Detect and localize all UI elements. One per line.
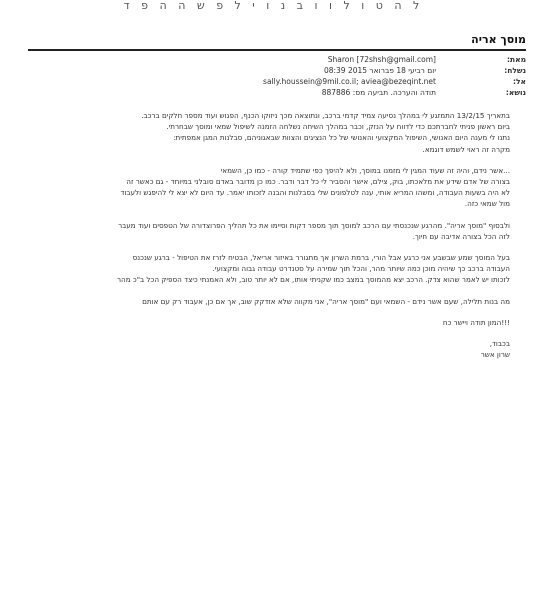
title-bar: [28, 33, 526, 51]
body-line: העבודה ברכב כך שיהיה מוכן כמה שיותר מהר, והכל תוך שמירה על סטנדרט עבודה גבוה ומקצועי.: [212, 264, 510, 274]
body-line: מקרה זה ראוי לשמש דוגמא.: [422, 144, 510, 154]
paragraph-3: [40, 220, 510, 242]
body-line: מה בנות תלילה, שעם אשר נידם - השמאי ועם "מוסך אריה", אני מקווה שלא אזדקק שוב, אך אם כן, אעבוד רק עם אותם: [142, 296, 510, 306]
body-line: בצורה של אדם שידע את מלאכתו, בוק, צילם, אישר והסביר לי כל דבר ודבר. כמו כן מדובר באדם סובלני במיוחד - גם כאשר זה: [126, 177, 510, 187]
from-value: Sharon [72shsh@gmail.com]: [327, 55, 436, 64]
subject-row: [28, 88, 526, 99]
sent-value: יום רביעי 18 פברואר 2015 08:39: [323, 66, 436, 75]
body-line: לזכותו יש לאמר שהוא צדק. הרכב יצא מהמוסך במצב כמו שקניתי אותו, אם לא יותר טוב, ולא האמנתי כיצד הספיק הכל ב"כ מהר: [116, 275, 510, 285]
paragraph-1: [40, 110, 510, 155]
to-label: אל:: [513, 77, 526, 86]
faded-header-strip: ל ה ט ו ל ו ו ב נ ו י ל פ ש ה ה פ ד: [123, 0, 424, 12]
sent-label: נשלח:: [504, 66, 526, 75]
to-row: [28, 77, 526, 88]
body-line: בתאריך 13/2/15 התמזגע לי במהלך נסיעה צמיד קדמי ברכב, ונתוצאה מכך ניזוקו הכנף, הפגוש ועוד מספר חלקים ברכב.: [141, 111, 510, 120]
body-line: ...אשר נידם, והיה זה שעוד המגין לי מזמנו במוסך, ולא להיפך כפי שתמיד קורה - כמו כן, השמאי: [220, 165, 510, 175]
body-line: לא היה בשעות העבודה, ומשהו המריא אותי, ענה לטלפונים שלי בסבלנות והבנה לזכותו יאמר. עד היום לא יצא לי להיפגש ולעבוד: [120, 188, 510, 198]
body-line: !!!המון תודה ויישר כח: [442, 317, 510, 327]
signature-closing: בכבוד,: [489, 339, 510, 349]
body-line: ולבסוף "מוסך אריה". מהרגע שנכנסתי עם הרכב למוסך תוך מספר דקות וסיימו את כל תהליך הפרוצדורה של הטפסים ועוד מעבר: [118, 220, 510, 230]
body-line: בעל המוסך שמע שבשבע אני כרגע אבל הורי, ברמת השרון אך מתגורר באיזור אריאל, הבטיח לזרז את הטיפול - ברגע שנכנס: [132, 253, 510, 263]
body-line: מול שמאי כזה.: [464, 199, 510, 209]
letter-body: [40, 110, 510, 370]
document-title: מוסך אריה: [471, 33, 526, 46]
paragraph-2: [40, 165, 510, 210]
paragraph-4: [40, 252, 510, 286]
body-line: לזה הכל בצורה אדיבה עם חיוך.: [412, 231, 510, 241]
from-row: [28, 55, 526, 66]
subject-value: תודה והערכה. תביעה מס: 887886: [321, 88, 436, 97]
to-value: sally.houssein@9mil.co.il; aviea@bezeqint.net: [263, 77, 436, 86]
paragraph-5: [40, 296, 510, 307]
body-line: נתנו לי מענה היום האנושי, השיפול המקצועי והאנושי של כל הנציגים והצוות שבאגוניהם, סבלנות המגן אמפתית:: [173, 133, 510, 143]
body-line: ביום ראשון פניתי לחברתכם כדי לדווח על הנזק, וכבר במהלך השיחה נשלחה הזמנה לשיפול שמאי ומוסך שבחרתי.: [166, 122, 510, 132]
signature-block: [40, 338, 510, 360]
signature-name: שרון אשר: [480, 350, 510, 360]
from-label: מאת:: [506, 55, 526, 64]
sent-row: [28, 66, 526, 77]
subject-label: נושא:: [505, 88, 526, 97]
paragraph-6: [40, 317, 510, 328]
